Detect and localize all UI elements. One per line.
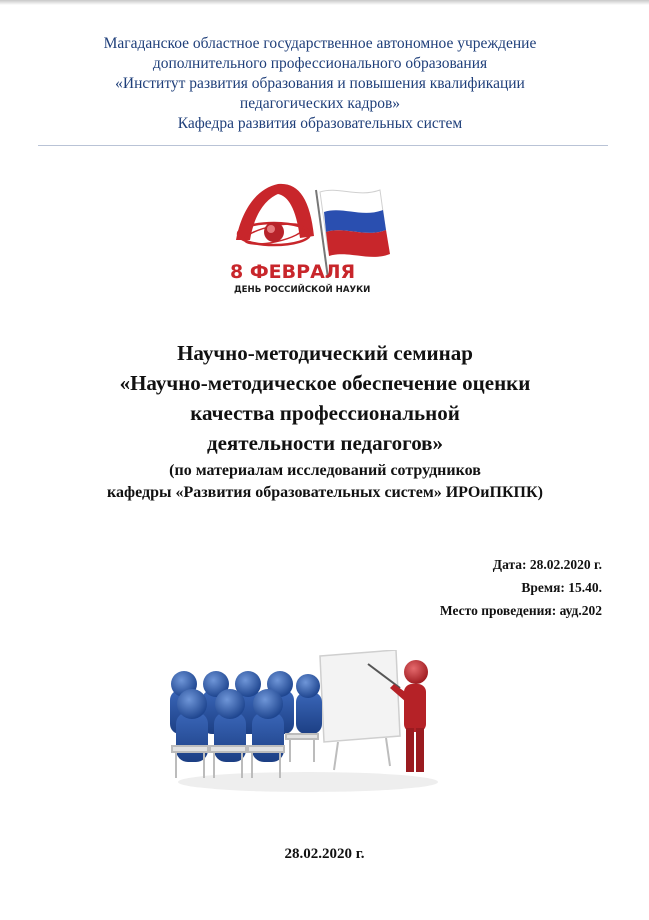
- title-line-4: деятельности педагогов»: [206, 431, 444, 455]
- event-details: [440, 553, 602, 622]
- institution-header: [60, 34, 580, 134]
- event-place: Место проведения: ауд.202: [439, 603, 602, 618]
- subtitle-line-2: кафедры «Развития образовательных систем» ИРОиПКПК): [107, 484, 543, 501]
- science-day-logo-graphic: [228, 178, 408, 298]
- logo-caption: ДЕНЬ РОССИЙСКОЙ НАУКИ: [234, 285, 371, 295]
- header-line-5: Кафедра развития образовательных систем: [177, 115, 463, 132]
- seminar-illustration-graphic: [168, 650, 440, 795]
- title-line-2: «Научно-методическое обеспечение оценки: [119, 371, 531, 395]
- science-day-logo: [228, 178, 408, 298]
- presentation-seminar-icon: [168, 650, 440, 795]
- footer-date: 28.02.2020 г.: [284, 846, 365, 862]
- subtitle-line-1: (по материалам исследований сотрудников: [169, 462, 481, 479]
- header-line-4: педагогических кадров»: [239, 95, 401, 112]
- header-line-3: «Институт развития образования и повышения квалификации: [115, 75, 525, 92]
- header-line-2: дополнительного профессионального образования: [152, 55, 488, 72]
- header-line-1: Магаданское областное государственное автономное учреждение: [103, 35, 537, 52]
- scan-edge: [0, 0, 649, 5]
- title-line-3: качества профессиональной: [190, 401, 460, 425]
- logo-date-text: 8 ФЕВРАЛЯ: [230, 261, 356, 283]
- title-line-1: Научно-методический семинар: [177, 341, 473, 365]
- seminar-title-block: [40, 338, 610, 504]
- event-time: Время: 15.40.: [521, 580, 602, 595]
- event-date: Дата: 28.02.2020 г.: [492, 557, 602, 572]
- header-divider: [38, 145, 608, 146]
